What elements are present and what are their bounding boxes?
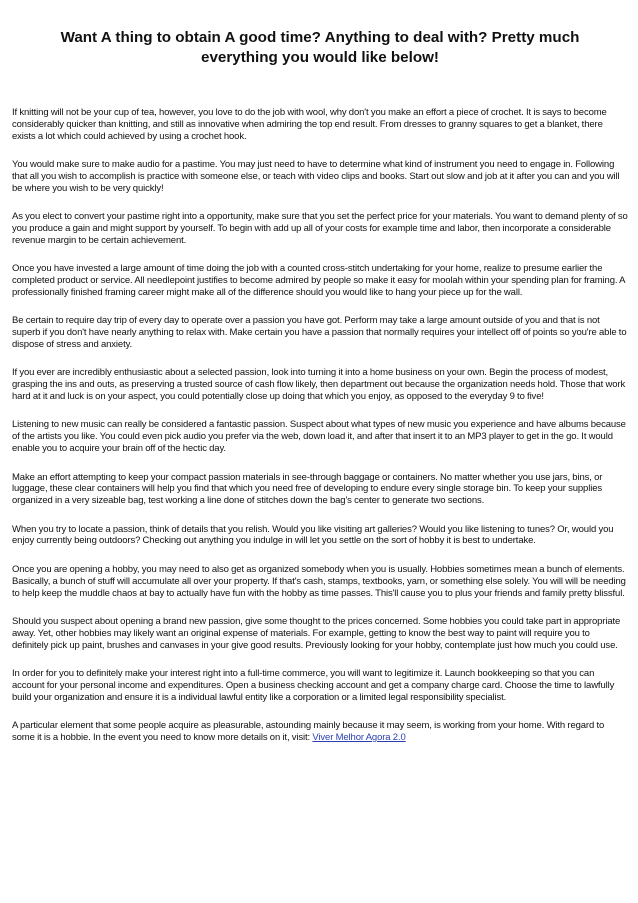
page-title: Want A thing to obtain A good time? Anything to deal with? Pretty much everything you would like below! xyxy=(60,29,580,66)
paragraph-home-business: If you ever are incredibly enthusiastic about a selected passion, look into turning it into a home business on your own. Begin the process of modest, grasping the ins and outs, as preserving a trusted source of cash flow likely, then department out because the organization needs hold. Those that work hard at it and luck is on your aspect, you could potentially close up doing that which you enjoy, as opposed to the everyday 9 to five! xyxy=(12,367,626,402)
paragraph-crochet: If knitting will not be your cup of tea, however, you love to do the job with wool, why don't you make an effort a piece of crochet. It is says to become considerably quicker than knitting, and still as innovative when admiring the top end result. From dresses to granny squares to get a blanket, there exists a lot which could achieved by using a crochet hook. xyxy=(12,107,607,142)
document-body xyxy=(12,107,628,744)
paragraph-listening-music: Listening to new music can really be considered a fantastic passion. Suspect about what types of new music you experience and have albums because of the artists you like. You could even pick audio you prefer via the web, down load it, and after that insert it to an MP3 player to get in the go. It would enable you to acquire your brain off of the hectic day. xyxy=(12,419,626,455)
paragraph-prices: Should you suspect about opening a brand new passion, give some thought to the prices concerned. Some hobbies you could take part in appropriate away. Yet, other hobbies may likely want an original expense of materials. For example, getting to know the best way to paint will require you to definitely pick up paint, brushes and canvases in your give good results. Previously looking for your hobby, contemplate just how much you could use. xyxy=(12,615,621,651)
paragraph-full-time-commerce: In order for you to definitely make your interest right into a full-time commerce, you will want to legitimize it. Launch bookkeeping so that you can account for your personal income and expenditures. Open a business checking account and get a company charge card. Choose the time to lawfully build your organization and ensure it is a individual lawful entity like a corporation or a limited legal responsibility specialist. xyxy=(12,668,615,703)
paragraph-cross-stitch: Once you have invested a large amount of time doing the job with a counted cross-stitch undertaking for your home, realize to presume earlier the completed product or service. All needlepoint justifies to become admired by people so make it easy for moolah within your spending plan for framing. A professionally finished framing career might make all of the difference should you would like to hang your piece up for the wall. xyxy=(12,263,625,298)
paragraph-storage: Make an effort attempting to keep your compact passion materials in see-through baggage or containers. No matter whether you use jars, bins, or luggage, these clear containers will help you find that which you need free of developing to endure every single storage bin. To keep your supplies organized in a very sizeable bag, test working a line done of stitches down the bag's center to generate two sections. xyxy=(12,471,603,507)
viver-melhor-link[interactable]: Viver Melhor Agora 2.0 xyxy=(312,731,406,743)
paragraph-music-pastime: You would make sure to make audio for a pastime. You may just need to have to determine what kind of instrument you need to engage in. Following that all you wish to accomplish is practice with someone else, or teach with video clips and books. Start out slow and job at it after you can and you will be where you wish to be very quickly! xyxy=(12,159,620,194)
paragraph-pricing: As you elect to convert your pastime right into a opportunity, make sure that you set the perfect price for your materials. You want to demand plenty of so you produce a gain and might support by yourself. To begin with add up all of your costs for example time and labor, then incorporate a considerable revenue margin to be certain achievement. xyxy=(12,211,628,246)
paragraph-organized: Once you are opening a hobby, you may need to also get as organized somebody when you is usually. Hobbies sometimes mean a bunch of elements. Basically, a bunch of stuff will accumulate all over your property. If that's cash, stamps, textbooks, yarn, or something else solely. You will will be needing to help keep the muddle chaos at bay to actually have fun with the hobby as time passes. This'll cause you to plus your friends and family pretty blissful. xyxy=(12,563,626,599)
paragraph-final xyxy=(12,720,628,744)
paragraph-find-passion: When you try to locate a passion, think of details that you relish. Would you like visiting art galleries? Would you like listening to tunes? Or, would you enjoy currently being outdoors? Checking out anything you indulge in will let you settle on the sort of hobby it is best to undertake. xyxy=(12,523,614,547)
final-paragraph-text: A particular element that some people acquire as pleasurable, astounding mainly because it may seem, is working from your home. With regard to some it is a hobbie. In the event you need to know more details on it, visit: xyxy=(12,720,605,743)
paragraph-day-trip: Be certain to require day trip of every day to operate over a passion you have got. Perform may take a large amount outside of you and that is not superb if you don't have nearly anything to relax with. Make certain you have a passion that normally requires your intellect off of points so you're able to dispose of stress and anxiety. xyxy=(12,315,627,350)
